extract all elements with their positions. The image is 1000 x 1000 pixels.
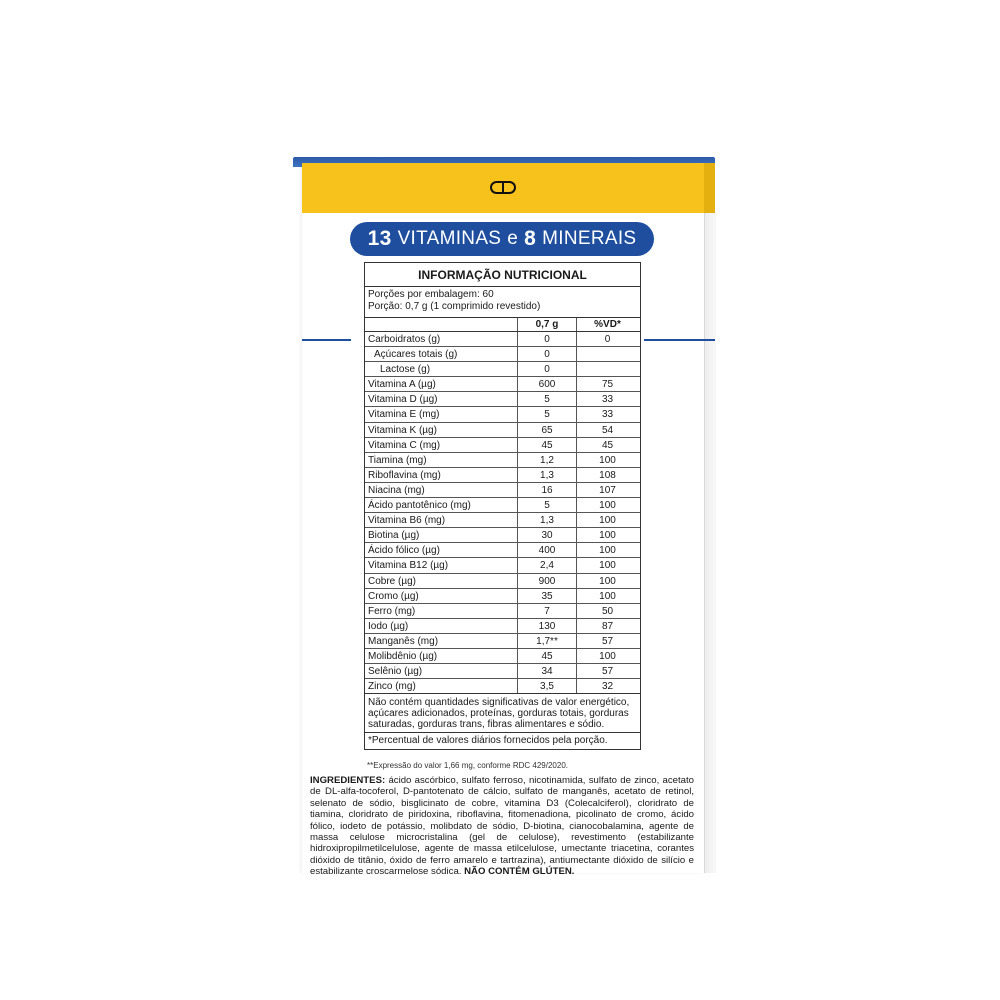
nutrient-name: Biotina (µg) [365, 528, 518, 542]
nutrition-row [365, 498, 640, 513]
nutrient-name: Vitamina D (µg) [365, 392, 518, 406]
expression-note: **Expressão do valor 1,66 mg, conforme RDC 429/2020. [367, 761, 568, 770]
nutrient-daily-value [577, 347, 638, 361]
nutrient-amount: 900 [518, 574, 577, 588]
nutrient-daily-value: 108 [599, 469, 616, 481]
box-side [704, 213, 716, 873]
nutrient-amount: 0 [518, 332, 577, 346]
nutrient-amount: 5 [518, 407, 577, 421]
nutrient-name: Vitamina E (mg) [365, 407, 518, 421]
nutrient-amount: 34 [518, 664, 577, 678]
nutrient-name: Carboidratos (g) [365, 332, 518, 346]
ingredients-label: INGREDIENTES: [310, 775, 386, 786]
nutrient-amount: 5 [518, 392, 577, 406]
nutrient-daily-value: 100 [599, 500, 616, 512]
nutrition-row [365, 649, 640, 664]
nutrient-amount: 1,7** [518, 634, 577, 648]
nutrition-row [365, 377, 640, 392]
header-daily-value: %VD* [594, 319, 621, 330]
box-side-yellow [704, 163, 715, 213]
nutrition-row [365, 453, 640, 468]
nutrient-daily-value [577, 362, 638, 376]
nutrition-row [365, 543, 640, 558]
nutrient-name: Niacina (mg) [365, 483, 518, 497]
nutrient-amount: 0 [518, 362, 577, 376]
nutrient-daily-value: 100 [599, 590, 616, 602]
nutrition-row [365, 347, 640, 362]
minerals-label: MINERAIS [542, 228, 637, 249]
nutrient-amount: 2,4 [518, 558, 577, 572]
nutrient-daily-value: 33 [601, 394, 614, 406]
nutrient-amount: 35 [518, 589, 577, 603]
vitamins-label: VITAMINAS [397, 228, 502, 249]
nutrient-daily-value: 57 [601, 666, 614, 678]
nutrient-daily-value: 87 [601, 620, 614, 632]
nutrition-rows [365, 332, 640, 694]
vitamins-minerals-banner [350, 222, 654, 256]
capsule-icon [490, 181, 516, 194]
nutrient-name: Açúcares totais (g) [365, 347, 518, 361]
nutrient-name: Ferro (mg) [365, 604, 518, 618]
nutrient-name: Lactose (g) [365, 362, 518, 376]
nutrient-name: Selênio (µg) [365, 664, 518, 678]
nutrient-amount: 30 [518, 528, 577, 542]
nutrition-row [365, 528, 640, 543]
nutrient-amount: 5 [518, 498, 577, 512]
nutrition-row [365, 634, 640, 649]
nutrient-name: Vitamina K (µg) [365, 423, 518, 437]
nutrition-row [365, 438, 640, 453]
nutrition-row [365, 619, 640, 634]
nutrient-name: Molibdênio (µg) [365, 649, 518, 663]
nutrition-row [365, 407, 640, 422]
daily-value-note: *Percentual de valores diários fornecidos pela porção. [368, 735, 608, 747]
nutrient-amount: 3,5 [518, 679, 577, 693]
nutrient-name: Zinco (mg) [365, 679, 518, 693]
nutrient-daily-value: 100 [599, 575, 616, 587]
nutrient-name: Tiamina (mg) [365, 453, 518, 467]
nutrition-row [365, 362, 640, 377]
nutrient-daily-value: 54 [601, 424, 614, 436]
nutrient-amount: 0 [518, 347, 577, 361]
nutrient-daily-value: 33 [601, 409, 614, 421]
blue-stripe-right [644, 339, 704, 341]
blue-stripe-left [302, 339, 351, 341]
nutrient-daily-value: 50 [601, 605, 614, 617]
nutrient-amount: 45 [518, 438, 577, 452]
nutrient-name: Vitamina C (mg) [365, 438, 518, 452]
mineral-count: 8 [524, 227, 537, 250]
nutrient-amount: 400 [518, 543, 577, 557]
nutrient-amount: 7 [518, 604, 577, 618]
nutrition-row [365, 558, 640, 573]
box-side-stripe [704, 339, 715, 341]
nutrient-amount: 65 [518, 423, 577, 437]
nutrient-name: Cromo (µg) [365, 589, 518, 603]
nutrient-daily-value: 100 [599, 560, 616, 572]
nutrient-daily-value: 100 [599, 454, 616, 466]
ingredients-text [310, 775, 694, 878]
nutrient-name: Vitamina A (µg) [365, 377, 518, 391]
nutrition-row [365, 468, 640, 483]
vitamin-count: 13 [367, 227, 392, 250]
nutrition-note: Não contém quantidades significativas de valor energético, açúcares adicionados, proteínas, gorduras totais, gorduras saturadas, gorduras trans, fibras alimentares e sódio. [365, 694, 640, 733]
nutrition-title: INFORMAÇÃO NUTRICIONAL [365, 263, 640, 287]
nutrient-name: Ácido pantotênico (mg) [365, 498, 518, 512]
yellow-band [302, 163, 704, 213]
nutrient-name: Vitamina B6 (mg) [365, 513, 518, 527]
nutrient-name: Vitamina B12 (µg) [365, 558, 518, 572]
nutrient-amount: 16 [518, 483, 577, 497]
nutrition-row [365, 589, 640, 604]
nutrient-name: Manganês (mg) [365, 634, 518, 648]
nutrition-row [365, 679, 640, 694]
nutrient-daily-value: 32 [601, 681, 614, 693]
nutrient-daily-value: 100 [599, 530, 616, 542]
nutrient-daily-value: 75 [601, 379, 614, 391]
nutrient-daily-value: 100 [599, 650, 616, 662]
nutrition-row [365, 332, 640, 347]
nutrient-name: Ácido fólico (µg) [365, 543, 518, 557]
nutrition-row [365, 423, 640, 438]
nutrition-row [365, 604, 640, 619]
nutrient-daily-value: 100 [599, 515, 616, 527]
servings-per-package: Porções por embalagem: 60 [368, 289, 494, 300]
gluten-warning: NÃO CONTÉM GLÚTEN. [464, 866, 575, 878]
nutrient-daily-value: 100 [599, 545, 616, 557]
nutrient-amount: 1,2 [518, 453, 577, 467]
nutrient-daily-value: 45 [601, 439, 614, 451]
nutrition-row [365, 392, 640, 407]
nutrient-daily-value: 57 [601, 635, 614, 647]
nutrition-row [365, 664, 640, 679]
nutrient-amount: 1,3 [518, 468, 577, 482]
nutrient-amount: 1,3 [518, 513, 577, 527]
nutrient-amount: 600 [518, 377, 577, 391]
nutrient-amount: 45 [518, 649, 577, 663]
nutrient-name: Iodo (µg) [365, 619, 518, 633]
nutrient-name: Cobre (µg) [365, 574, 518, 588]
nutrition-header-row [365, 318, 640, 332]
nutrient-name: Riboflavina (mg) [365, 468, 518, 482]
serving-info [365, 287, 640, 318]
nutrient-amount: 130 [518, 619, 577, 633]
portion-size: Porção: 0,7 g (1 comprimido revestido) [368, 301, 541, 312]
banner-connector: e [507, 228, 519, 249]
header-amount: 0,7 g [518, 318, 577, 331]
nutrition-row [365, 574, 640, 589]
nutrient-daily-value: 0 [604, 334, 611, 345]
nutrition-row [365, 483, 640, 498]
ingredients-list: ácido ascórbico, sulfato ferroso, nicotinamida, sulfato de zinco, acetato de DL-alfa-tocoferol, D-pantotenato de cálcio, sulfato de manganês, acetato de retinol, selenato de sódio, bisglicinato de cobre, vitamina D3 (Colecalciferol), cloridrato de tiamina, cloridrato de piridoxina, riboflavina, fitomenadiona, picolinato de cromo, ácido fólico, iodeto de potássio, molibdato de sódio, D-biotina, cianocobalamina, agente de massa celulose microcristalina (gel de celulose), revestimento (estabilizante hidroxipropilmetilcelulose, agente de massa etilcelulose, umectante triacetina, corantes dióxido de titânio, óxido de ferro amarelo e tartrazina), antiumectante dióxido de silício e estabilizante croscarmelose sódica. [310, 775, 694, 878]
nutrition-row [365, 513, 640, 528]
header-blank [365, 318, 518, 331]
nutrient-daily-value: 107 [599, 484, 616, 496]
package-panel [302, 163, 704, 878]
nutrition-table [364, 262, 641, 750]
